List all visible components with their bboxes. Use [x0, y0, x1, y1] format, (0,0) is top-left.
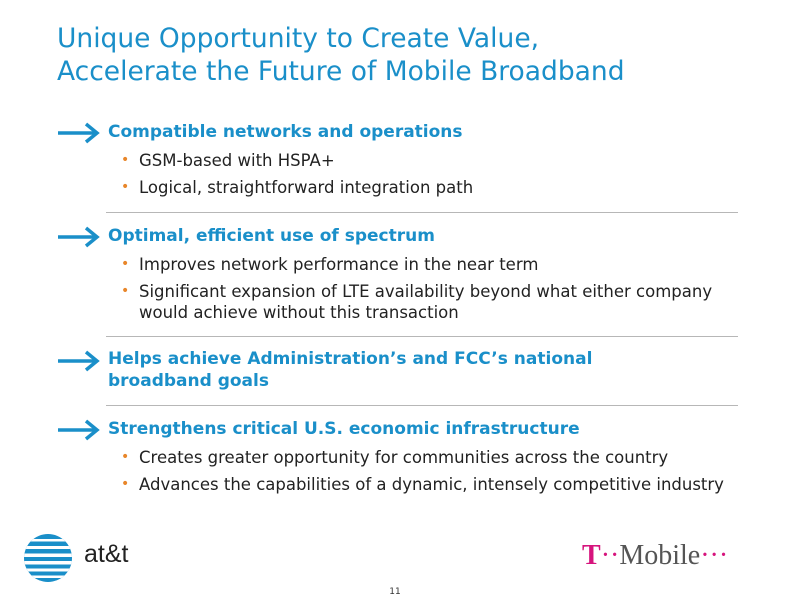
section-heading: Optimal, efficient use of spectrum [108, 226, 435, 246]
section-heading-row [56, 348, 746, 392]
bullet-text: Advances the capabilities of a dynamic, intensely competitive industry [139, 475, 724, 494]
bullet-text: Improves network performance in the near term [139, 255, 539, 274]
bullet-text: Creates greater opportunity for communities across the country [139, 448, 669, 467]
bullet-text: GSM-based with HSPA+ [139, 151, 335, 170]
arrow-right-icon [56, 417, 102, 441]
page-number: 11 [389, 587, 401, 597]
section-heading-row [56, 224, 746, 248]
section-infrastructure [56, 417, 746, 495]
list-item [121, 177, 746, 198]
bullet-dot-icon: • [121, 256, 130, 272]
slide-title [57, 22, 757, 88]
att-globe-logo [22, 532, 82, 584]
tmobile-logo [582, 540, 728, 572]
section-heading: Strengthens critical U.S. economic infrastructure [108, 419, 580, 439]
section-divider [106, 336, 738, 337]
arrow-right-icon [56, 120, 102, 144]
tmobile-t: T [582, 540, 601, 571]
arrow-right-icon [56, 224, 102, 248]
title-line-2: Accelerate the Future of Mobile Broadband [57, 56, 625, 87]
bullet-list [56, 447, 746, 495]
bullet-dot-icon: • [121, 283, 130, 299]
bullet-dot-icon: • [121, 179, 130, 195]
bullet-list [56, 150, 746, 198]
section-heading-row [56, 417, 746, 441]
tmobile-name: Mobile [619, 540, 701, 571]
bullet-text: Significant expansion of LTE availability beyond what either company would achieve without this transaction [139, 282, 713, 322]
bullet-list [56, 254, 746, 323]
bullet-dot-icon: • [121, 449, 130, 465]
title-line-1: Unique Opportunity to Create Value, [57, 23, 540, 54]
section-spectrum [56, 224, 746, 323]
section-divider [106, 405, 738, 406]
section-broadband-goals [56, 348, 746, 392]
tmobile-dots-tail: ··· [700, 540, 729, 571]
list-item [121, 254, 746, 275]
bullet-dot-icon: • [121, 152, 130, 168]
att-wordmark: at&t [84, 540, 129, 568]
section-compatible-networks [56, 120, 746, 198]
bullet-text: Logical, straightforward integration path [139, 178, 474, 197]
tmobile-dots: ·· [600, 540, 620, 571]
section-heading-row [56, 120, 746, 144]
section-heading: Helps achieve Administration’s and FCC’s national broadband goals [108, 349, 593, 391]
arrow-right-icon [56, 348, 102, 372]
list-item [121, 281, 746, 323]
list-item [121, 150, 746, 171]
list-item [121, 474, 746, 495]
bullet-dot-icon: • [121, 476, 130, 492]
section-divider [106, 212, 738, 213]
section-heading: Compatible networks and operations [108, 122, 463, 142]
list-item [121, 447, 746, 468]
